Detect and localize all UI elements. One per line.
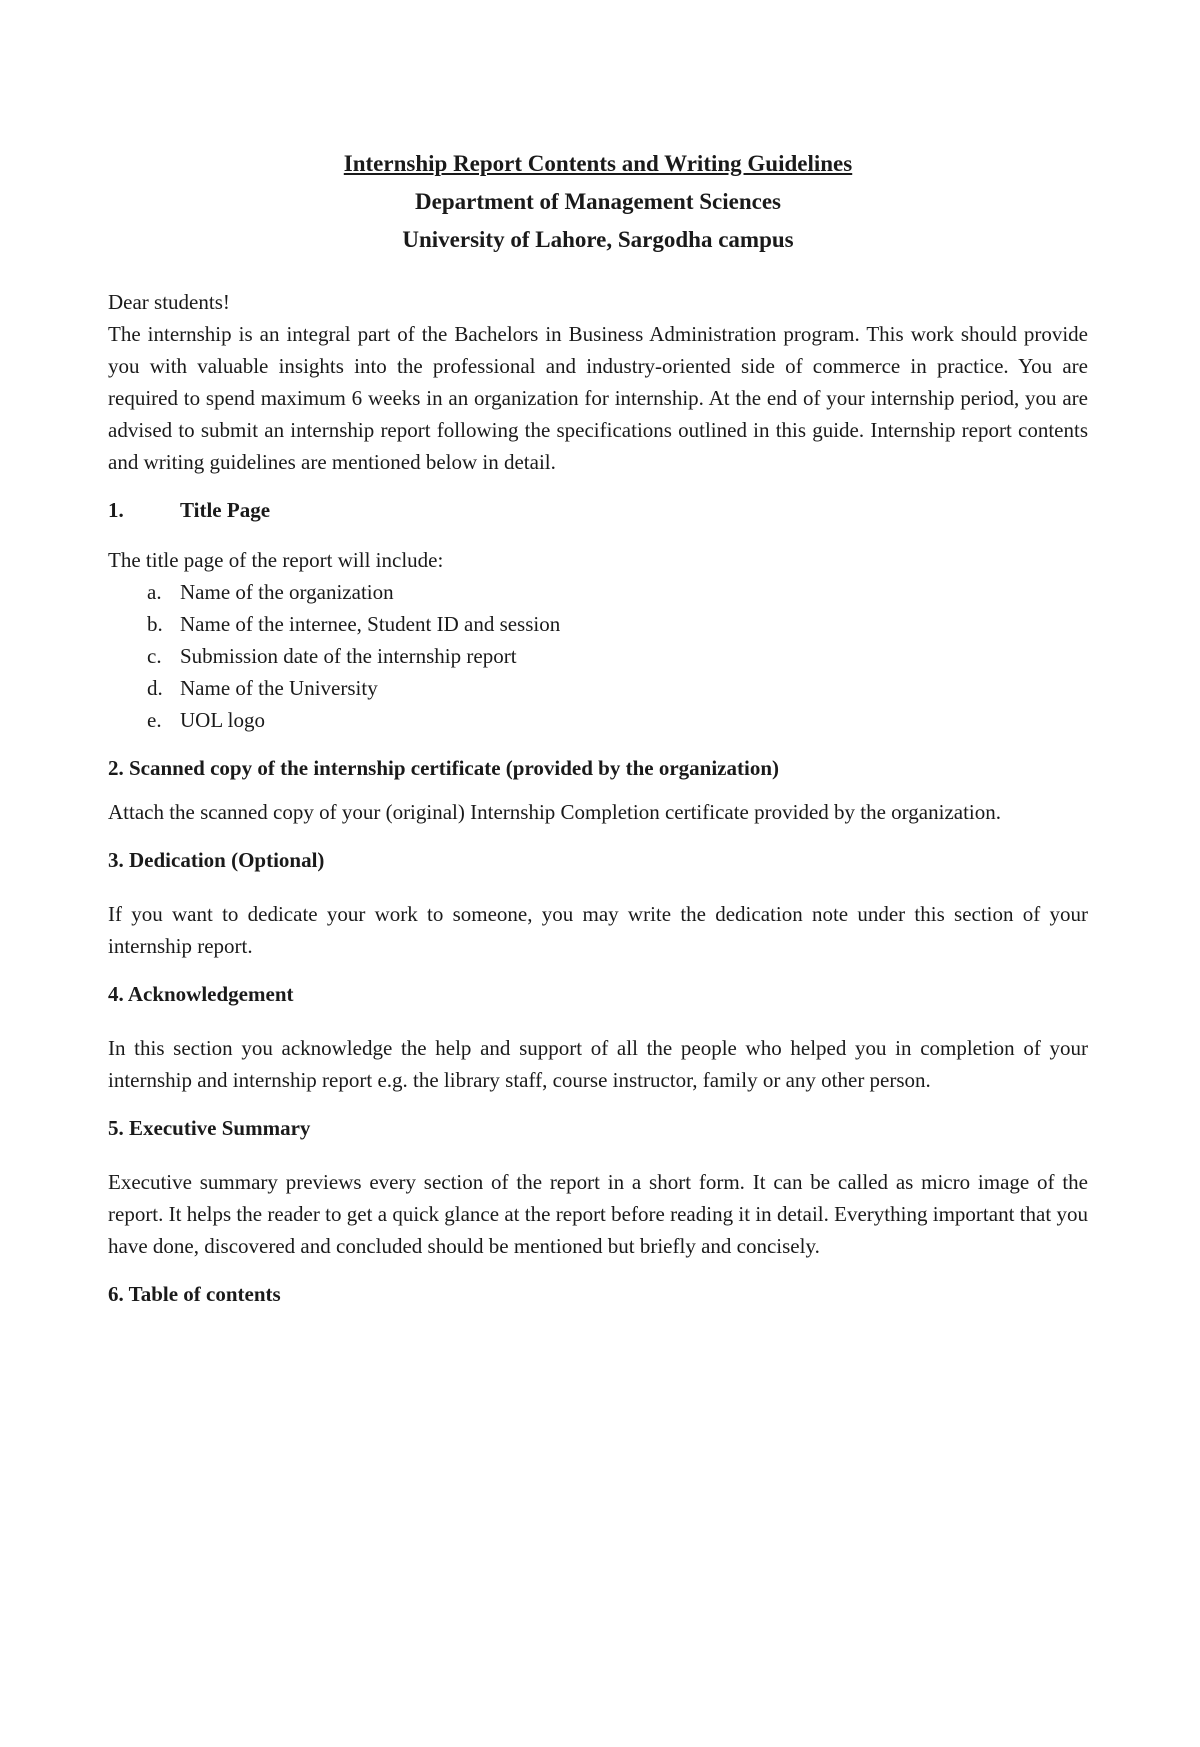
list-item-text: Name of the University	[180, 676, 378, 700]
title-page-lead: The title page of the report will include:	[108, 548, 444, 572]
section-5-body: Executive summary previews every section of the report in a short form. It can be called as micro image of the report. It helps the reader to get a quick glance at the report before reading it in detail. Everything important that you have done, discovered and concluded should be mentioned but briefly and concisely.	[108, 1170, 1088, 1258]
list-marker: d.	[147, 676, 163, 700]
list-item	[108, 608, 1088, 640]
list-marker: b.	[147, 612, 163, 636]
document-content	[108, 145, 1088, 1332]
list-marker: e.	[147, 708, 162, 732]
department-name: Department of Management Sciences	[415, 189, 781, 214]
section-3-body: If you want to dedicate your work to someone, you may write the dedication note under this section of your internship report.	[108, 902, 1088, 958]
list-item-text: Name of the organization	[180, 580, 394, 604]
intro-paragraph: The internship is an integral part of the Bachelors in Business Administration program. This work should provide you with valuable insights into the professional and industry-oriented side of commerce in practice. You are required to spend maximum 6 weeks in an organization for internship. At the end of your internship period, you are advised to submit an internship report following the specifications outlined in this guide. Internship report contents and writing guidelines are mentioned below in detail.	[108, 322, 1088, 474]
list-marker: a.	[147, 580, 162, 604]
list-marker: c.	[147, 644, 162, 668]
section-4-heading: 4. Acknowledgement	[108, 982, 294, 1006]
title-page-list	[108, 576, 1088, 736]
section-2-heading: 2. Scanned copy of the internship certificate (provided by the organization)	[108, 756, 779, 780]
section-2-body: Attach the scanned copy of your (original) Internship Completion certificate provided by the organization.	[108, 800, 1002, 824]
section-1-title: Title Page	[180, 498, 271, 522]
list-item	[108, 576, 1088, 608]
university-name: University of Lahore, Sargodha campus	[402, 227, 794, 252]
list-item-text: Submission date of the internship report	[180, 644, 517, 668]
list-item	[108, 640, 1088, 672]
greeting: Dear students!	[108, 290, 230, 314]
list-item-text: Name of the internee, Student ID and session	[180, 612, 561, 636]
document-header	[108, 145, 1088, 259]
section-1-heading	[108, 494, 1088, 526]
section-1-number: 1.	[108, 498, 124, 522]
list-item	[108, 704, 1088, 736]
section-6-heading: 6. Table of contents	[108, 1282, 281, 1306]
section-4-body: In this section you acknowledge the help and support of all the people who helped you in completion of your internship and internship report e.g. the library staff, course instructor, family or any other person.	[108, 1036, 1088, 1092]
list-item-text: UOL logo	[180, 708, 265, 732]
document-title: Internship Report Contents and Writing Guidelines	[343, 151, 853, 176]
list-item	[108, 672, 1088, 704]
section-5-heading: 5. Executive Summary	[108, 1116, 311, 1140]
section-3-heading: 3. Dedication (Optional)	[108, 848, 325, 872]
